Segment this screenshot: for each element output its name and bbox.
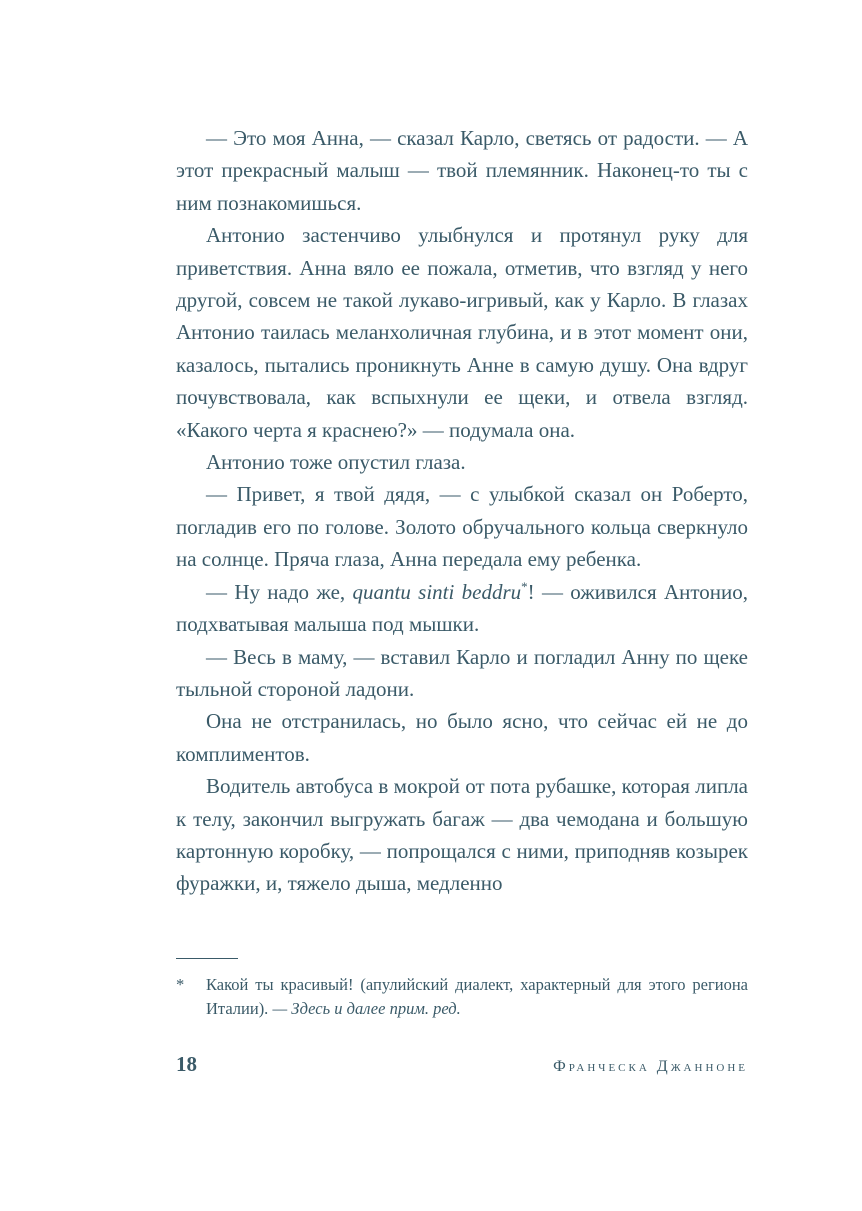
author-name: Франческа Джанноне	[553, 1058, 748, 1075]
page-footer	[176, 1052, 748, 1077]
paragraph	[176, 576, 748, 641]
text-segment: quantu sinti beddru	[352, 579, 522, 604]
text-segment: — Это моя Анна, — сказал Карло, светясь от радости. — А этот прекрасный малыш — твой племянник. Наконец-то ты с ним познакомишься.	[176, 126, 748, 215]
text-segment: Антонио застенчиво улыбнулся и протянул руку для приветствия. Анна вяло ее пожала, отметив, что взгляд у него другой, совсем не такой лукаво-игривый, как у Карло. В глазах Антонио таилась меланхоличная глубина, и в этот момент они, казалось, пытались проникнуть Анне в самую душу. Она вдруг почувствовала, как вспыхнули ее щеки, и отвела взгляд. «Какого черта я краснею?» — подумала она.	[176, 223, 748, 442]
footnote-divider	[176, 958, 238, 959]
text-segment: — Ну надо же,	[206, 579, 353, 604]
text-segment: *	[521, 578, 528, 594]
footnote	[176, 973, 748, 1021]
paragraph	[176, 641, 748, 706]
footnote-block	[176, 958, 748, 1021]
text-segment: Какой ты красивый! (апулийский диалект, характерный для этого региона Италии).	[206, 975, 748, 1018]
page-number: 18	[176, 1052, 197, 1076]
paragraph	[176, 705, 748, 770]
text-segment: Водитель автобуса в мокрой от пота рубашке, которая липла к телу, закончил выгружать багаж — два чемодана и большую картонную коробку, — попрощался с ними, приподняв козырек фуражки, и, тяжело дыша, медленно	[176, 774, 748, 896]
paragraph	[176, 478, 748, 575]
paragraphs	[176, 122, 748, 900]
text-segment: Антонио тоже опустил глаза.	[206, 450, 466, 475]
text-segment: Она не отстранилась, но было ясно, что сейчас ей не до комплиментов.	[176, 709, 748, 766]
text-segment: ! — оживился Антонио, подхватывая малыша под мышки.	[176, 579, 748, 637]
paragraph	[176, 122, 748, 219]
text-segment: — Здесь и далее прим. ред.	[272, 999, 461, 1018]
footnote-text	[206, 973, 748, 1021]
footnote-marker: *	[176, 975, 185, 994]
paragraph	[176, 770, 748, 900]
paragraph	[176, 219, 748, 446]
text-segment: — Весь в маму, — вставил Карло и погладил Анну по щеке тыльной стороной ладони.	[176, 644, 748, 701]
text-segment: — Привет, я твой дядя, — с улыбкой сказал он Роберто, погладив его по голове. Золото обручального кольца сверкнуло на солнце. Пряча глаза, Анна передала ему ребенка.	[176, 482, 748, 572]
paragraph	[176, 446, 748, 478]
